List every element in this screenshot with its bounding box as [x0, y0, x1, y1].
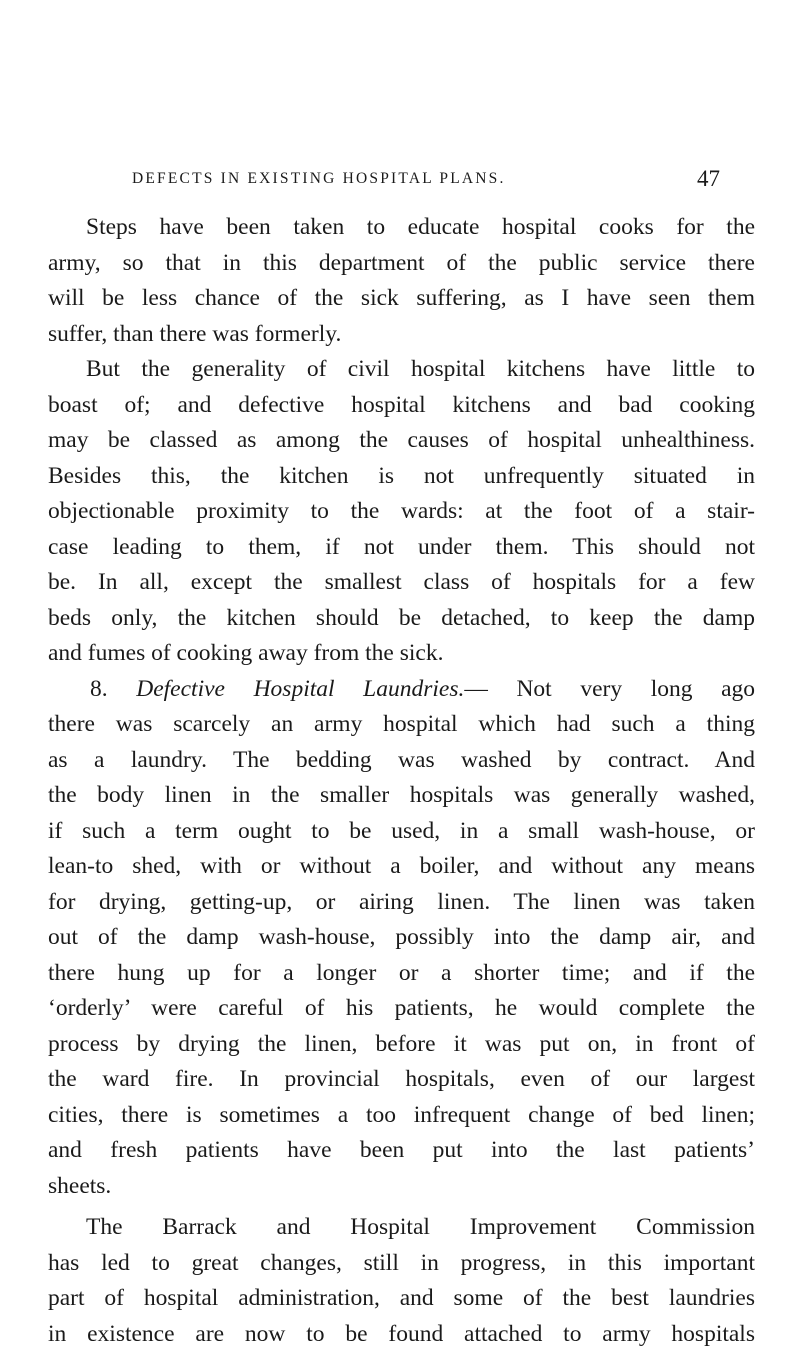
page-number: 47 [697, 166, 720, 191]
text-line: part of hospital administration, and some of the best laundries [48, 1285, 755, 1311]
text-line: there hung up for a longer or a shorter time; and if the [48, 959, 755, 986]
section-heading-line [90, 672, 755, 706]
text-line: the body linen in the smaller hospitals was generally washed, [48, 782, 755, 808]
text-line: there was scarcely an army hospital which had such a thing [48, 711, 755, 737]
text-line: army, so that in this department of the public service there [48, 249, 755, 276]
text-line: boast of; and defective hospital kitchens and bad cooking [48, 391, 755, 418]
text-line: and fumes of cooking away from the sick. [48, 640, 444, 666]
text-line: in existence are now to be found attached to army hospitals [48, 1320, 755, 1347]
text-line: suffer, than there was formerly. [48, 320, 342, 347]
text-line: process by drying the linen, before it was put on, in front of [48, 1030, 755, 1057]
text-line: lean-to shed, with or without a boiler, and without any means [48, 853, 755, 879]
running-title: DEFECTS IN EXISTING HOSPITAL PLANS. [132, 170, 506, 187]
text-line: out of the damp wash-house, possibly into the damp air, and [48, 924, 755, 950]
text-line: as a laundry. The bedding was washed by contract. And [48, 746, 755, 773]
text-line: cities, there is sometimes a too infrequent change of bed linen; [48, 1101, 755, 1128]
text-line: for drying, getting-up, or airing linen. The linen was taken [48, 888, 755, 915]
section-text: — Not very long ago [464, 675, 756, 702]
running-head [0, 166, 800, 196]
text-line: may be classed as among the causes of hospital unhealthiness. [48, 427, 755, 453]
text-line: ‘orderly’ were careful of his patients, he would complete the [48, 995, 755, 1021]
text-line: objectionable proximity to the wards: at the foot of a stair- [48, 498, 755, 524]
text-line: will be less chance of the sick suffering, as I have seen them [48, 285, 755, 311]
section-number: 8. [90, 675, 108, 702]
text-line: Besides this, the kitchen is not unfrequently situated in [48, 462, 755, 489]
section-title: Defective Hospital Laundries. [136, 675, 465, 702]
text-line: Steps have been taken to educate hospital cooks for the [86, 214, 755, 240]
text-line: The Barrack and Hospital Improvement Commission [86, 1214, 755, 1240]
text-line: has led to great changes, still in progress, in this important [48, 1249, 755, 1276]
text-line: be. In all, except the smallest class of hospitals for a few [48, 569, 755, 595]
text-line: and fresh patients have been put into the last patients’ [48, 1137, 755, 1163]
text-line: if such a term ought to be used, in a small wash-house, or [48, 817, 755, 844]
text-line: But the generality of civil hospital kitchens have little to [86, 356, 755, 382]
text-line: the ward fire. In provincial hospitals, even of our largest [48, 1066, 755, 1092]
text-line: beds only, the kitchen should be detached, to keep the damp [48, 604, 755, 631]
text-line: case leading to them, if not under them. This should not [48, 533, 755, 560]
text-line: sheets. [48, 1172, 112, 1199]
